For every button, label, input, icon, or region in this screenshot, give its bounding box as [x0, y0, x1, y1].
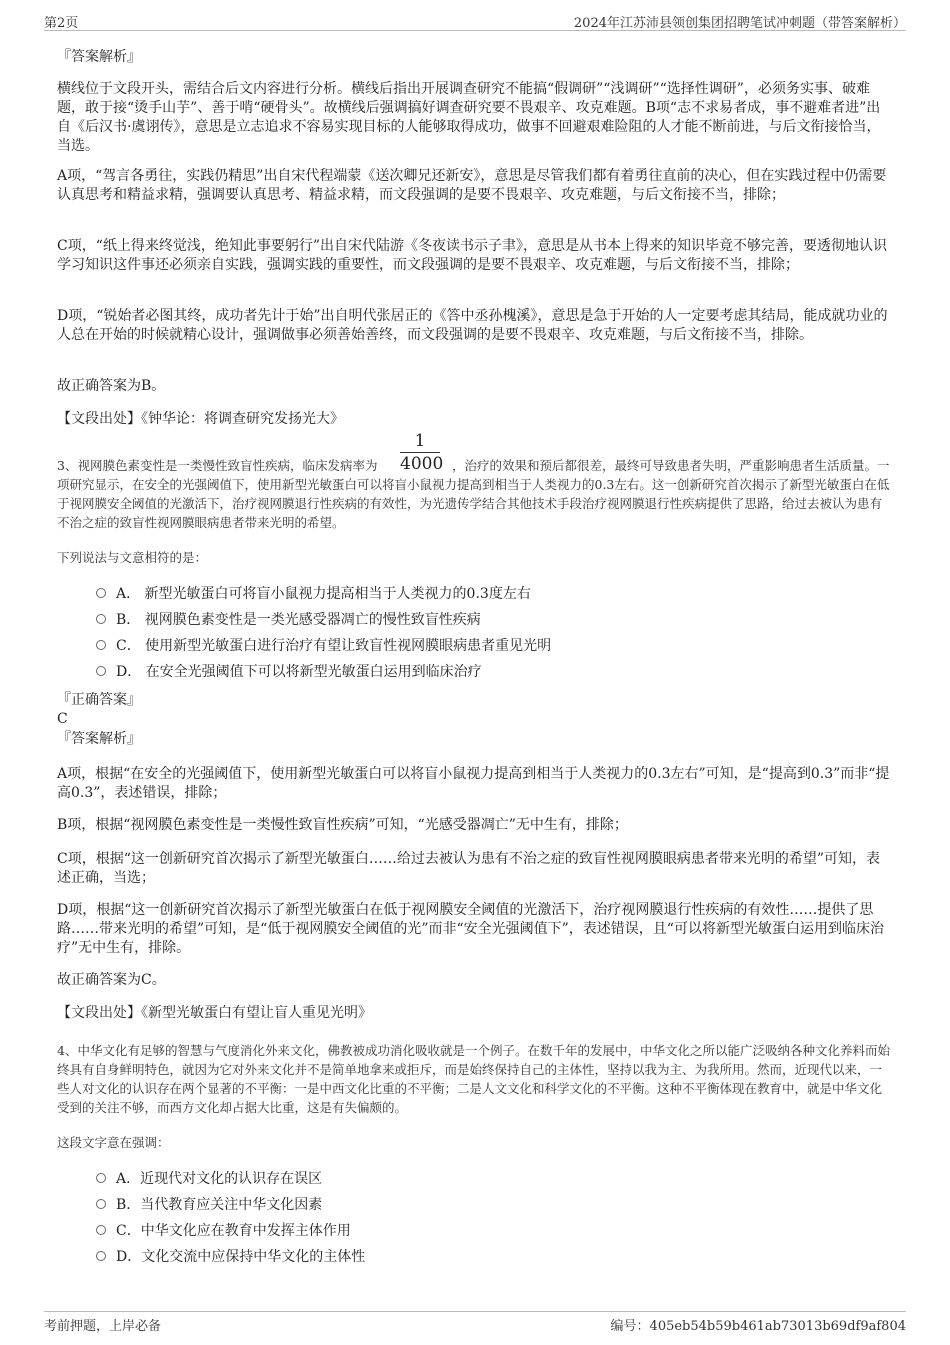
fraction-numerator: 1 — [414, 431, 426, 451]
correct-answer-label: 『正确答案』 — [57, 692, 141, 708]
page-footer — [44, 1311, 906, 1334]
option-b[interactable]: B．当代教育应关注中华文化因素 — [96, 1195, 322, 1215]
radio-icon[interactable] — [96, 1251, 106, 1261]
radio-icon[interactable] — [96, 1199, 106, 1209]
analysis-option-c: C项，“纸上得来终觉浅，绝知此事要躬行”出自宋代陆游《冬夜读书示子聿》，意思是从书本上得来的知识毕竟不够完善，要透彻地认识学习知识这件事还必须亲自实践，强调实践的重要性，而文段强调的是要不畏艰辛、攻克难题，与后文衔接不当，排除； — [57, 238, 888, 273]
passage-source: 【文段出处】《新型光敏蛋白有望让盲人重见光明》 — [57, 1005, 372, 1021]
option-d[interactable]: D． 在安全光强阈值下可以将新型光敏蛋白运用到临床治疗 — [96, 662, 482, 682]
radio-icon[interactable] — [96, 666, 106, 676]
analysis-label: 『答案解析』 — [57, 731, 141, 747]
question-4-prompt: 这段文字意在强调： — [57, 1135, 170, 1150]
radio-icon[interactable] — [96, 614, 106, 624]
radio-icon[interactable] — [96, 588, 106, 598]
option-c[interactable]: C． 使用新型光敏蛋白进行治疗有望让致盲性视网膜眼病患者重见光明 — [96, 636, 551, 656]
radio-icon[interactable] — [96, 1225, 106, 1235]
fraction-bar — [400, 452, 440, 453]
correct-answer: C — [57, 711, 68, 727]
analysis-option-c: C项，根据“这一创新研究首次揭示了新型光敏蛋白……给过去被认为患有不治之症的致盲性视网膜眼病患者带来光明的希望”可知，表述正确，当选； — [57, 851, 881, 886]
question-3-lead: 3、视网膜色素变性是一类慢性致盲性疾病，临床发病率为 — [57, 458, 378, 473]
question-4-passage: 4、中华文化有足够的智慧与气度消化外来文化，佛教被成功消化吸收就是一个例子。在数千年的发展中，中华文化之所以能广泛吸纳各种文化养料而始终具有自身鲜明特色，就因为它对外来文化并不是简单地拿来或拒斥，而是始终保持自己的主体性，坚持以我为主、为我所用。然而，近现代以来，一些人对文化的认识存在两个显著的不平衡：一是中西文化比重的不平衡；二是人文文化和科学文化的不平衡。这种不平衡体现在教育中，就是中华文化受到的关注不够，而西方文化却占据大比重，这是有失偏颇的。 — [57, 1043, 890, 1115]
correct-answer-conclusion: 故正确答案为C。 — [57, 972, 166, 988]
passage-source: 【文段出处】《钟华论：将调查研究发扬光大》 — [57, 411, 344, 427]
option-c[interactable]: C．中华文化应在教育中发挥主体作用 — [96, 1221, 351, 1241]
question-3-prompt: 下列说法与文意相符的是： — [57, 550, 208, 565]
option-d[interactable]: D．文化交流中应保持中华文化的主体性 — [96, 1247, 365, 1267]
analysis-option-b: B项，根据“视网膜色素变性是一类慢性致盲性疾病”可知，“光感受器凋亡”无中生有，排除； — [57, 817, 628, 833]
analysis-option-a: A项，根据“在安全的光强阈值下，使用新型光敏蛋白可以将盲小鼠视力提高到相当于人类视力的0.3左右”可知，是“提高到0.3”而非“提高0.3”，表述错误，排除； — [57, 766, 890, 801]
analysis-paragraph: 横线位于文段开头，需结合后文内容进行分析。横线后指出开展调查研究不能搞“假调研”“浅调研”“选择性调研”，必须务实事、破难题，敢于接“烫手山芋”、善于啃“硬骨头”。故横线后强调搞好调查研究要不畏艰辛、攻克难题。B项“志不求易者成，事不避难者进”出自《后汉书·虞诩传》，意思是立志追求不容易实现目标的人能够取得成功，做事不回避艰难险阻的人才能不断前进，与后文衔接恰当，当选。 — [57, 81, 881, 154]
page-number: 第2页 — [44, 16, 79, 31]
option-b[interactable]: B． 视网膜色素变性是一类光感受器凋亡的慢性致盲性疾病 — [96, 610, 481, 630]
radio-icon[interactable] — [96, 1173, 106, 1183]
document-title: 2024年江苏沛县领创集团招聘笔试冲刺题（带答案解析） — [573, 16, 906, 31]
analysis-option-a: A项，“驾言各勇往，实践仍精思”出自宋代程端蒙《送次卿兄还新安》，意思是尽管我们都有着勇往直前的决心，但在实践过程中仍需要认真思考和精益求精，强调要认真思考、精益求精，而文段强调的是要不畏艰辛、攻克难题，与后文衔接不当，排除； — [57, 168, 887, 203]
analysis-option-d: D项，“锐始者必图其终，成功者先计于始”出自明代张居正的《答中丞孙槐溪》，意思是急于开始的人一定要考虑其结局，能成就功业的人总在开始的时候就精心设计，强调做事必须善始善终，而文段强调的是要不畏艰辛、攻克难题，与后文衔接不当，排除。 — [57, 308, 888, 343]
question-3-passage: ，治疗的效果和预后都很差，最终可导致患者失明，严重影响患者生活质量。一项研究显示，在安全的光强阈值下，使用新型光敏蛋白可以将盲小鼠视力提高到相当于人类视力的0.3左右。这一创新研究首次揭示了新型光敏蛋白在低于视网膜安全阈值的光激活下，治疗视网膜退行性疾病的有效性，为光遗传学结合其他技术手段治疗视网膜退行性疾病提供了思路，给过去被认为患有不治之症的致盲性视网膜眼病患者带来光明的希望。 — [57, 458, 890, 530]
footer-slogan: 考前押题，上岸必备 — [44, 1319, 162, 1334]
radio-icon[interactable] — [96, 640, 106, 650]
correct-answer-conclusion: 故正确答案为B。 — [57, 378, 166, 394]
option-a[interactable]: A． 新型光敏蛋白可将盲小鼠视力提高相当于人类视力的0.3度左右 — [96, 584, 531, 604]
option-a[interactable]: A．近现代对文化的认识存在误区 — [96, 1169, 322, 1189]
analysis-option-d: D项，根据“这一创新研究首次揭示了新型光敏蛋白在低于视网膜安全阈值的光激活下，治疗视网膜退行性疾病的有效性……提供了思路……带来光明的希望”可知，是“低于视网膜安全阈值的光”而非“安全光强阈值下”，表述错误，且“可以将新型光敏蛋白运用到临床治疗”无中生有，排除。 — [57, 902, 884, 956]
fraction-denominator: 4000 — [400, 454, 444, 474]
page-header — [44, 10, 906, 31]
footer-doc-id: 编号：405eb54b59b461ab73013b69df9af804 — [610, 1319, 906, 1334]
analysis-label: 『答案解析』 — [57, 49, 141, 65]
